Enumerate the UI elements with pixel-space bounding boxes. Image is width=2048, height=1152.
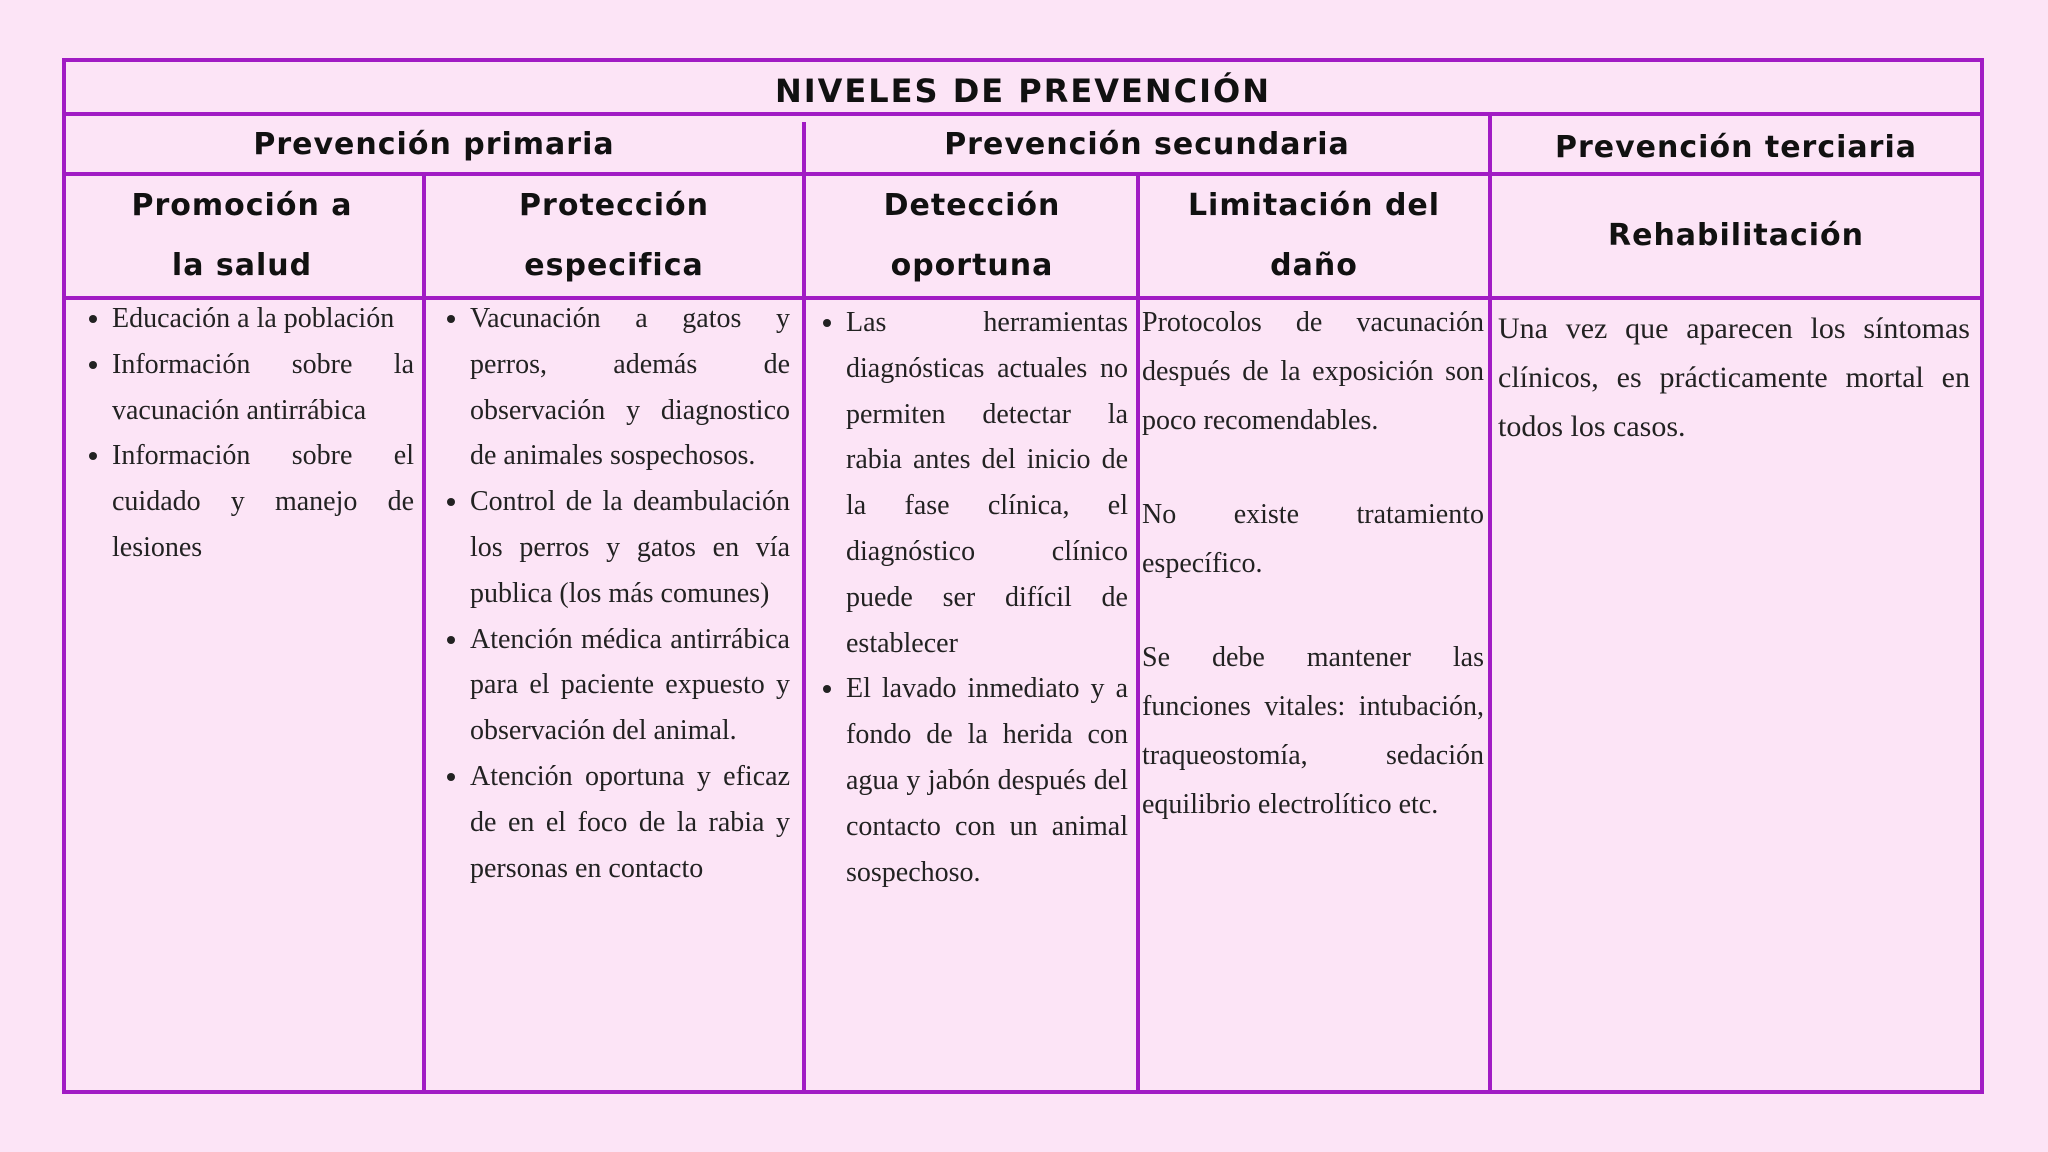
cell-rehabilitacion <box>1498 304 1972 451</box>
list-item: • Las herramientas diagnósticas actuales no permiten detectar la rabia antes del inicio de la fase clínica, el diagnóstico clínico puede ser difícil de establecer <box>846 300 1128 666</box>
spacer <box>1142 588 1484 633</box>
table-title: NIVELES DE PREVENCIÓN <box>774 72 1272 110</box>
group-header-secundaria: Prevención secundaria <box>944 126 1350 162</box>
group-header-primaria: Prevención primaria <box>253 126 615 162</box>
list-item: • Control de la deambulación los perros y gatos en vía publica (los más comunes) <box>470 479 790 616</box>
subheader-limitacion: Limitación del daño <box>1187 188 1441 283</box>
list-item: • Vacunación a gatos y perros, además de observación y diagnostico de animales sospechosos. <box>470 296 790 479</box>
cell-promocion <box>72 296 422 571</box>
table-border-bottom <box>62 1090 1984 1094</box>
table-divider-col-1 <box>422 172 426 1094</box>
table-border-left <box>62 58 66 1094</box>
paragraph: No existe tratamiento específico. <box>1142 499 1484 579</box>
cell-proteccion <box>430 296 802 891</box>
prevention-table <box>62 58 1984 1094</box>
paragraph: Una vez que aparecen los síntomas clínicos, es prácticamente mortal en todos los casos. <box>1498 312 1970 443</box>
subheader-deteccion: Detección oportuna <box>883 188 1061 283</box>
group-header-terciaria: Prevención terciaria <box>1555 129 1917 165</box>
table-border-right <box>1980 58 1984 1094</box>
paragraph: Se debe mantener las funciones vitales: intubación, traqueostomía, sedación equilibrio electrolítico etc. <box>1142 642 1484 820</box>
subheader-promocion: Promoción a la salud <box>131 188 353 283</box>
list-item: • Información sobre el cuidado y manejo de lesiones <box>112 433 414 570</box>
list-item: • El lavado inmediato y a fondo de la herida con agua y jabón después del contacto con un animal sospechoso. <box>846 666 1128 895</box>
cell-deteccion <box>806 300 1136 895</box>
list-item: • Atención oportuna y eficaz de en el foco de la rabia y personas en contacto <box>470 754 790 891</box>
paragraph: Protocolos de vacunación después de la exposición son poco recomendables. <box>1142 307 1484 436</box>
list-item: • Información sobre la vacunación antirrábica <box>112 342 414 434</box>
list-item: • Educación a la población <box>112 296 414 342</box>
table-divider-col-3 <box>1136 172 1140 1090</box>
subheader-rehabilitacion: Rehabilitación <box>1608 218 1864 253</box>
subheader-proteccion: Protección especifica <box>519 188 709 283</box>
spacer <box>1142 445 1484 490</box>
list-item: • Atención médica antirrábica para el paciente expuesto y observación del animal. <box>470 617 790 754</box>
cell-limitacion <box>1142 298 1488 829</box>
